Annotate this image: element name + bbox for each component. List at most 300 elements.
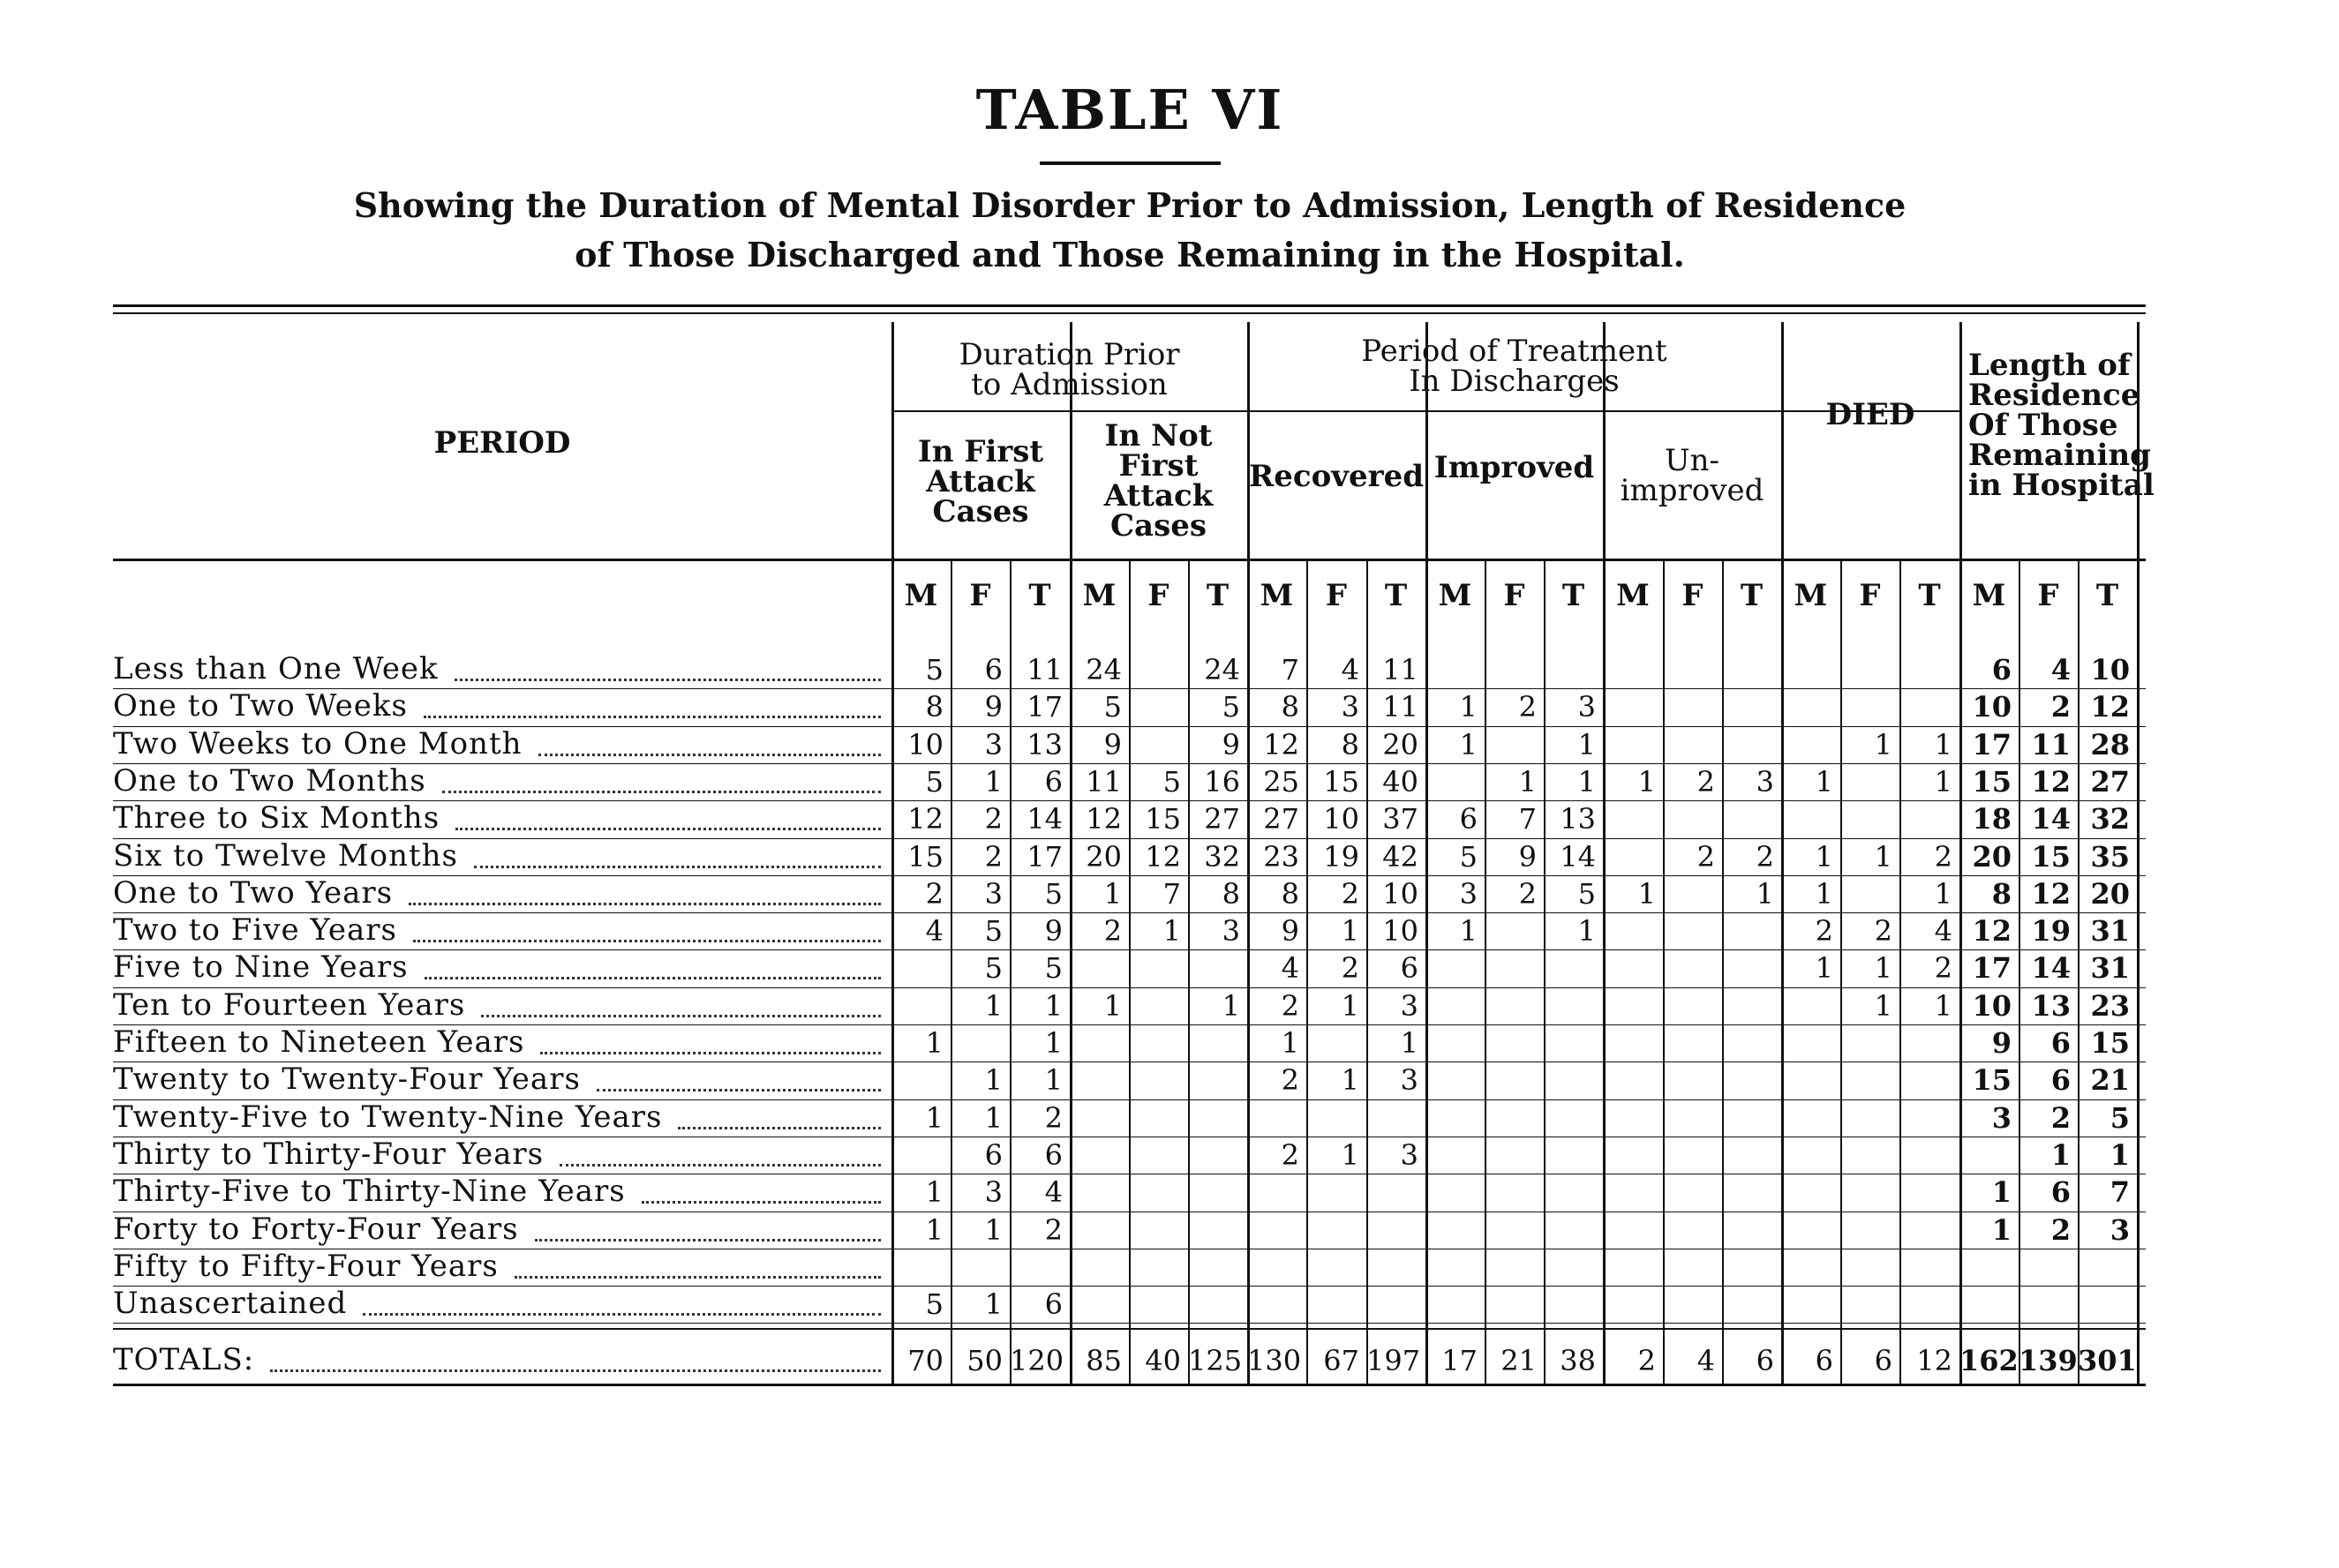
- header-improved: Improved: [1433, 450, 1595, 485]
- page-subtitle: [0, 181, 2260, 280]
- table-cell: 17: [1972, 951, 2012, 986]
- table-cell: 37: [1382, 802, 1418, 837]
- table-cell: 6: [1459, 802, 1478, 837]
- table-cell: 1: [1281, 1026, 1299, 1060]
- table-cell: 3: [1991, 1100, 2012, 1135]
- column-header-f: F: [1503, 578, 1525, 613]
- table-cell: 10: [1972, 988, 2012, 1023]
- dot-leader: [363, 1313, 881, 1316]
- table-cell: 12: [2031, 876, 2071, 911]
- table-top-rule-2: [113, 312, 2146, 314]
- table-cell: 27: [2090, 764, 2130, 799]
- table-cell: 2: [1696, 764, 1715, 799]
- table-cell: 3: [1400, 1063, 1418, 1098]
- table-cell: 6: [1756, 1344, 1774, 1377]
- header-period: PERIOD: [433, 425, 571, 461]
- table-cell: 1: [1934, 764, 1952, 799]
- column-header-m: M: [1260, 578, 1294, 613]
- table-cell: 6: [1991, 653, 2012, 686]
- period-label: Fifteen to Nineteen Years: [113, 1024, 525, 1060]
- table-cell: 2: [984, 839, 1003, 874]
- table-cell: 1: [925, 1026, 944, 1060]
- header-first-attack: In First Attack Cases: [917, 434, 1044, 529]
- table-cell: 11: [1382, 690, 1418, 724]
- table-cell: 9: [1518, 839, 1537, 874]
- table-cell: 1: [984, 1100, 1003, 1135]
- table-cell: 1: [1044, 1063, 1063, 1098]
- table-cell: 1: [1459, 914, 1478, 949]
- table-cell: 3: [1341, 690, 1359, 724]
- table-cell: 162: [1959, 1344, 2019, 1377]
- dot-leader: [515, 1276, 881, 1279]
- table-cell: 17: [1027, 690, 1063, 724]
- table-cell: 6: [2050, 1063, 2071, 1098]
- dot-leader: [481, 1015, 881, 1017]
- table-cell: 6: [1044, 1287, 1063, 1322]
- table-cell: 10: [1323, 802, 1359, 837]
- table-cell: 120: [1010, 1344, 1064, 1377]
- column-header-f: F: [1325, 578, 1348, 613]
- table-cell: 42: [1382, 839, 1418, 874]
- table-cell: 1: [2050, 1137, 2071, 1172]
- table-cell: 1: [1815, 839, 1833, 874]
- table-cell: 1: [1341, 1137, 1359, 1172]
- table-cell: 3: [2110, 1212, 2130, 1247]
- table-cell: 24: [1086, 653, 1122, 686]
- table-cell: 1: [1815, 876, 1833, 911]
- table-cell: 20: [2090, 876, 2130, 911]
- page-title: TABLE VI: [975, 78, 1284, 142]
- table-cell: 1: [925, 1212, 944, 1247]
- table-cell: 35: [2090, 839, 2130, 874]
- table-cell: 2: [1281, 1063, 1299, 1098]
- period-label: Three to Six Months: [113, 800, 440, 837]
- table-cell: 10: [1382, 914, 1418, 949]
- table-cell: 2: [2050, 1212, 2071, 1247]
- table-cell: 14: [2031, 802, 2071, 837]
- table-cell: 24: [1204, 653, 1240, 686]
- table-cell: 12: [2090, 690, 2130, 724]
- column-header-f: F: [1859, 578, 1881, 613]
- table-cell: 1: [1341, 914, 1359, 949]
- table-cell: 1: [2110, 1137, 2130, 1172]
- table-cell: 2: [1341, 951, 1359, 986]
- column-header-m: M: [1082, 578, 1117, 613]
- table-cell: 5: [925, 1287, 944, 1322]
- table-cell: 5: [1459, 839, 1478, 874]
- dot-leader: [535, 1239, 881, 1242]
- table-cell: 13: [1027, 727, 1063, 761]
- table-cell: 3: [1222, 914, 1240, 949]
- table-cell: 2: [1103, 914, 1122, 949]
- table-cell: 2: [2050, 690, 2071, 724]
- table-cell: 1: [984, 988, 1003, 1023]
- table-cell: 15: [2090, 1026, 2130, 1060]
- table-cell: 28: [2090, 727, 2130, 761]
- table-cell: 21: [1500, 1344, 1537, 1377]
- header-died: DIED: [1825, 397, 1915, 432]
- table-cell: 5: [925, 764, 944, 799]
- table-cell: 12: [2031, 764, 2071, 799]
- column-divider: [1722, 560, 1724, 1384]
- column-divider: [1129, 560, 1131, 1384]
- dot-leader: [642, 1201, 881, 1204]
- table-cell: 2: [2050, 1100, 2071, 1135]
- dot-leader: [538, 754, 881, 756]
- column-header-m: M: [1438, 578, 1472, 613]
- table-cell: 32: [2090, 802, 2130, 837]
- dot-leader: [270, 1369, 881, 1372]
- table-cell: 23: [1263, 839, 1299, 874]
- table-cell: 18: [1972, 802, 2012, 837]
- table-cell: 8: [1341, 727, 1359, 761]
- table-cell: 1: [984, 1287, 1003, 1322]
- column-divider: [1544, 560, 1546, 1384]
- table-cell: 6: [1400, 951, 1418, 986]
- table-cell: 31: [2090, 914, 2130, 949]
- totals-label: TOTALS:: [113, 1342, 255, 1377]
- table-cell: 11: [1382, 653, 1418, 686]
- dot-leader: [442, 791, 881, 793]
- table-cell: 12: [1145, 839, 1181, 874]
- table-cell: 16: [1204, 764, 1240, 799]
- subtitle-line-1: Showing the Duration of Mental Disorder Prior to Admission, Length of Residence: [353, 185, 1907, 225]
- table-cell: 6: [1874, 1344, 1892, 1377]
- table-cell: 15: [1323, 764, 1359, 799]
- table-cell: 5: [2110, 1100, 2130, 1135]
- table-cell: 9: [1281, 914, 1299, 949]
- table-cell: 20: [1972, 839, 2012, 874]
- column-header-m: M: [904, 578, 938, 613]
- table-cell: 2: [1518, 876, 1537, 911]
- table-cell: 2: [1696, 839, 1715, 874]
- table-cell: 1: [1934, 988, 1952, 1023]
- table-cell: 4: [925, 914, 944, 949]
- table-cell: 139: [2019, 1344, 2078, 1377]
- table-cell: 2: [1518, 690, 1537, 724]
- column-header-t: T: [1918, 578, 1941, 613]
- period-label: Fifty to Fifty-Four Years: [113, 1248, 499, 1284]
- header-unimproved: Un- improved: [1620, 443, 1764, 508]
- column-divider: [1485, 560, 1486, 1384]
- table-cell: 2: [1281, 1137, 1299, 1172]
- table-cell: 1: [1577, 764, 1596, 799]
- table-bottom-rule: [113, 1384, 2146, 1386]
- table-cell: 6: [984, 653, 1003, 686]
- header-not-first-attack: In Not First Attack Cases: [1103, 418, 1214, 544]
- table-cell: 7: [2110, 1175, 2130, 1210]
- table-cell: 5: [1103, 690, 1122, 724]
- period-label: Unascertained: [113, 1286, 348, 1322]
- period-label: Forty to Forty-Four Years: [113, 1211, 519, 1247]
- header-residence: Length of Residence Of Those Remaining in Hospital: [1968, 348, 2155, 503]
- table-cell: 125: [1188, 1344, 1243, 1377]
- table-cell: 50: [966, 1344, 1003, 1377]
- table-cell: 8: [1222, 876, 1240, 911]
- table-cell: 3: [1577, 690, 1596, 724]
- table-cell: 25: [1263, 764, 1299, 799]
- table-cell: 1: [984, 764, 1003, 799]
- table-cell: 2: [1874, 914, 1892, 949]
- column-header-t: T: [2095, 578, 2119, 613]
- table-cell: 1: [1874, 951, 1892, 986]
- column-header-t: T: [1206, 578, 1230, 613]
- table-cell: 1: [1815, 951, 1833, 986]
- table-cell: 1: [1400, 1026, 1418, 1060]
- table-cell: 12: [1916, 1344, 1952, 1377]
- table-cell: 20: [1086, 839, 1122, 874]
- period-label: Thirty-Five to Thirty-Nine Years: [113, 1174, 626, 1210]
- table-top-rule: [113, 304, 2146, 307]
- period-label: Twenty-Five to Twenty-Nine Years: [113, 1099, 663, 1135]
- table-cell: 7: [1518, 802, 1537, 837]
- table-cell: 6: [1815, 1344, 1833, 1377]
- table-cell: 6: [1044, 764, 1063, 799]
- table-cell: 1: [925, 1100, 944, 1135]
- table-cell: 9: [1103, 727, 1122, 761]
- table-cell: 12: [907, 802, 944, 837]
- column-header-f: F: [1681, 578, 1703, 613]
- table-cell: 4: [1341, 653, 1359, 686]
- period-label: One to Two Months: [113, 762, 426, 799]
- table-cell: 6: [984, 1137, 1003, 1172]
- dot-leader: [597, 1089, 881, 1092]
- table-cell: 85: [1086, 1344, 1122, 1377]
- table-cell: 3: [1756, 764, 1774, 799]
- dot-leader: [560, 1164, 881, 1167]
- table-cell: 9: [984, 690, 1003, 724]
- table-cell: 23: [2090, 988, 2130, 1023]
- table-cell: 1: [1459, 727, 1478, 761]
- table-cell: 2: [1637, 1344, 1656, 1377]
- table-cell: 9: [1044, 914, 1063, 949]
- column-header-f: F: [2037, 578, 2059, 613]
- period-label: Five to Nine Years: [113, 949, 409, 986]
- dot-leader: [424, 716, 881, 718]
- table-cell: 2: [1341, 876, 1359, 911]
- table-cell: 1: [1815, 764, 1833, 799]
- table-cell: 1: [1874, 727, 1892, 761]
- column-header-t: T: [1740, 578, 1764, 613]
- dot-leader: [425, 977, 881, 979]
- table-cell: 21: [2090, 1063, 2130, 1098]
- table-cell: 8: [925, 690, 944, 724]
- table-cell: 14: [2031, 951, 2071, 986]
- statistics-table: [113, 304, 2155, 1381]
- dot-leader: [678, 1127, 881, 1129]
- period-label: Thirty to Thirty-Four Years: [113, 1136, 545, 1172]
- table-cell: 15: [1145, 802, 1181, 837]
- table-cell: 6: [1044, 1137, 1063, 1172]
- table-cell: 9: [1991, 1026, 2012, 1060]
- table-cell: 3: [984, 1175, 1003, 1210]
- table-cell: 1: [1756, 876, 1774, 911]
- column-header-t: T: [1561, 578, 1585, 613]
- table-cell: 3: [1400, 988, 1418, 1023]
- table-cell: 17: [1972, 727, 2012, 761]
- table-cell: 13: [2031, 988, 2071, 1023]
- table-cell: 1: [1874, 839, 1892, 874]
- period-label: One to Two Weeks: [113, 688, 408, 724]
- column-header-m: M: [1972, 578, 2006, 613]
- row-rule: [113, 1323, 2146, 1324]
- column-header-t: T: [1384, 578, 1408, 613]
- table-cell: 1: [1934, 727, 1952, 761]
- table-cell: 1: [1459, 690, 1478, 724]
- dot-leader: [455, 679, 881, 681]
- header-recovered: Recovered: [1249, 459, 1424, 494]
- table-cell: 130: [1247, 1344, 1302, 1377]
- dot-leader: [409, 903, 881, 905]
- column-header-t: T: [1028, 578, 1051, 613]
- header-duration-prior: Duration Prior to Admission: [959, 337, 1180, 402]
- table-cell: 40: [1145, 1344, 1181, 1377]
- table-cell: 19: [2031, 914, 2071, 949]
- table-cell: 15: [2031, 839, 2071, 874]
- header-period-treatment: Period of Treatment In Discharges: [1361, 334, 1667, 399]
- table-cell: 1: [984, 1063, 1003, 1098]
- table-cell: 67: [1323, 1344, 1359, 1377]
- table-cell: 5: [984, 914, 1003, 949]
- period-label: Ten to Fourteen Years: [113, 987, 466, 1023]
- period-label: Two Weeks to One Month: [113, 725, 523, 761]
- table-cell: 1: [1637, 876, 1656, 911]
- table-cell: 1: [1577, 727, 1596, 761]
- table-cell: 12: [1086, 802, 1122, 837]
- table-cell: 5: [1044, 876, 1063, 911]
- table-cell: 1: [1341, 988, 1359, 1023]
- table-cell: 1: [1044, 1026, 1063, 1060]
- table-cell: 32: [1204, 839, 1240, 874]
- table-cell: 70: [907, 1344, 944, 1377]
- table-cell: 10: [1382, 876, 1418, 911]
- column-header-f: F: [1147, 578, 1170, 613]
- table-cell: 11: [1027, 653, 1063, 686]
- table-cell: 4: [1044, 1175, 1063, 1210]
- table-cell: 8: [1281, 690, 1299, 724]
- table-cell: 11: [1086, 764, 1122, 799]
- table-cell: 27: [1204, 802, 1240, 837]
- table-cell: 3: [1400, 1137, 1418, 1172]
- column-divider: [1663, 560, 1665, 1384]
- table-cell: 7: [1281, 653, 1299, 686]
- dot-leader: [413, 940, 881, 942]
- table-cell: 1: [1518, 764, 1537, 799]
- table-cell: 1: [1162, 914, 1181, 949]
- table-cell: 1: [1637, 764, 1656, 799]
- title-rule: [1040, 161, 1221, 165]
- table-cell: 2: [1815, 914, 1833, 949]
- table-cell: 2: [1934, 951, 1952, 986]
- table-cell: 6: [2050, 1175, 2071, 1210]
- table-cell: 1: [1991, 1175, 2012, 1210]
- table-cell: 27: [1263, 802, 1299, 837]
- row-rule: [113, 912, 2146, 913]
- table-cell: 5: [1162, 764, 1181, 799]
- table-cell: 2: [1934, 839, 1952, 874]
- table-cell: 5: [1044, 951, 1063, 986]
- table-cell: 5: [925, 653, 944, 686]
- dot-leader: [540, 1052, 881, 1054]
- table-cell: 1: [1341, 1063, 1359, 1098]
- table-cell: 1: [1222, 988, 1240, 1023]
- table-cell: 1: [1044, 988, 1063, 1023]
- table-cell: 1: [1991, 1212, 2012, 1247]
- dot-leader: [474, 866, 881, 868]
- table-cell: 10: [1972, 690, 2012, 724]
- row-rule: [113, 1286, 2146, 1287]
- table-cell: 5: [984, 951, 1003, 986]
- table-cell: 1: [1577, 914, 1596, 949]
- table-cell: 1: [925, 1175, 944, 1210]
- table-cell: 8: [1991, 876, 2012, 911]
- table-cell: 40: [1382, 764, 1418, 799]
- table-cell: 19: [1323, 839, 1359, 874]
- column-header-m: M: [1794, 578, 1828, 613]
- table-cell: 12: [1263, 727, 1299, 761]
- table-cell: 12: [1972, 914, 2012, 949]
- table-cell: 3: [1459, 876, 1478, 911]
- table-cell: 15: [1972, 764, 2012, 799]
- row-rule: [113, 688, 2146, 689]
- table-cell: 9: [1222, 727, 1240, 761]
- table-cell: 1: [1103, 988, 1122, 1023]
- dot-leader: [455, 828, 881, 830]
- table-cell: 7: [1162, 876, 1181, 911]
- table-cell: 1: [1874, 988, 1892, 1023]
- table-cell: 15: [907, 839, 944, 874]
- period-label: Less than One Week: [113, 651, 439, 686]
- table-cell: 20: [1382, 727, 1418, 761]
- table-cell: 8: [1281, 876, 1299, 911]
- table-cell: 10: [907, 727, 944, 761]
- period-label: Six to Twelve Months: [113, 837, 458, 874]
- table-cell: 4: [1934, 914, 1952, 949]
- table-cell: 5: [1222, 690, 1240, 724]
- table-cell: 1: [1103, 876, 1122, 911]
- table-cell: 4: [2050, 653, 2071, 686]
- column-header-f: F: [969, 578, 991, 613]
- table-cell: 2: [1044, 1100, 1063, 1135]
- table-cell: 6: [2050, 1026, 2071, 1060]
- table-cell: 4: [1281, 951, 1299, 986]
- table-cell: 14: [1027, 802, 1063, 837]
- table-cell: 31: [2090, 951, 2130, 986]
- period-label: Two to Five Years: [113, 912, 397, 949]
- table-cell: 2: [984, 802, 1003, 837]
- table-cell: 17: [1027, 839, 1063, 874]
- table-cell: 2: [1044, 1212, 1063, 1247]
- table-cell: 3: [984, 876, 1003, 911]
- table-cell: 197: [1366, 1344, 1421, 1377]
- row-rule: [113, 875, 2146, 876]
- table-cell: 1: [984, 1212, 1003, 1247]
- table-cell: 15: [1972, 1063, 2012, 1098]
- table-cell: 38: [1560, 1344, 1596, 1377]
- table-cell: 17: [1441, 1344, 1478, 1377]
- table-cell: 10: [2090, 653, 2130, 686]
- table-cell: 5: [1577, 876, 1596, 911]
- table-cell: 3: [984, 727, 1003, 761]
- table-cell: 2: [925, 876, 944, 911]
- table-cell: 14: [1560, 839, 1596, 874]
- table-cell: 1: [1934, 876, 1952, 911]
- column-header-m: M: [1616, 578, 1650, 613]
- row-rule: [113, 949, 2146, 950]
- table-cell: 4: [1696, 1344, 1715, 1377]
- period-label: One to Two Years: [113, 874, 394, 911]
- table-cell: 2: [1281, 988, 1299, 1023]
